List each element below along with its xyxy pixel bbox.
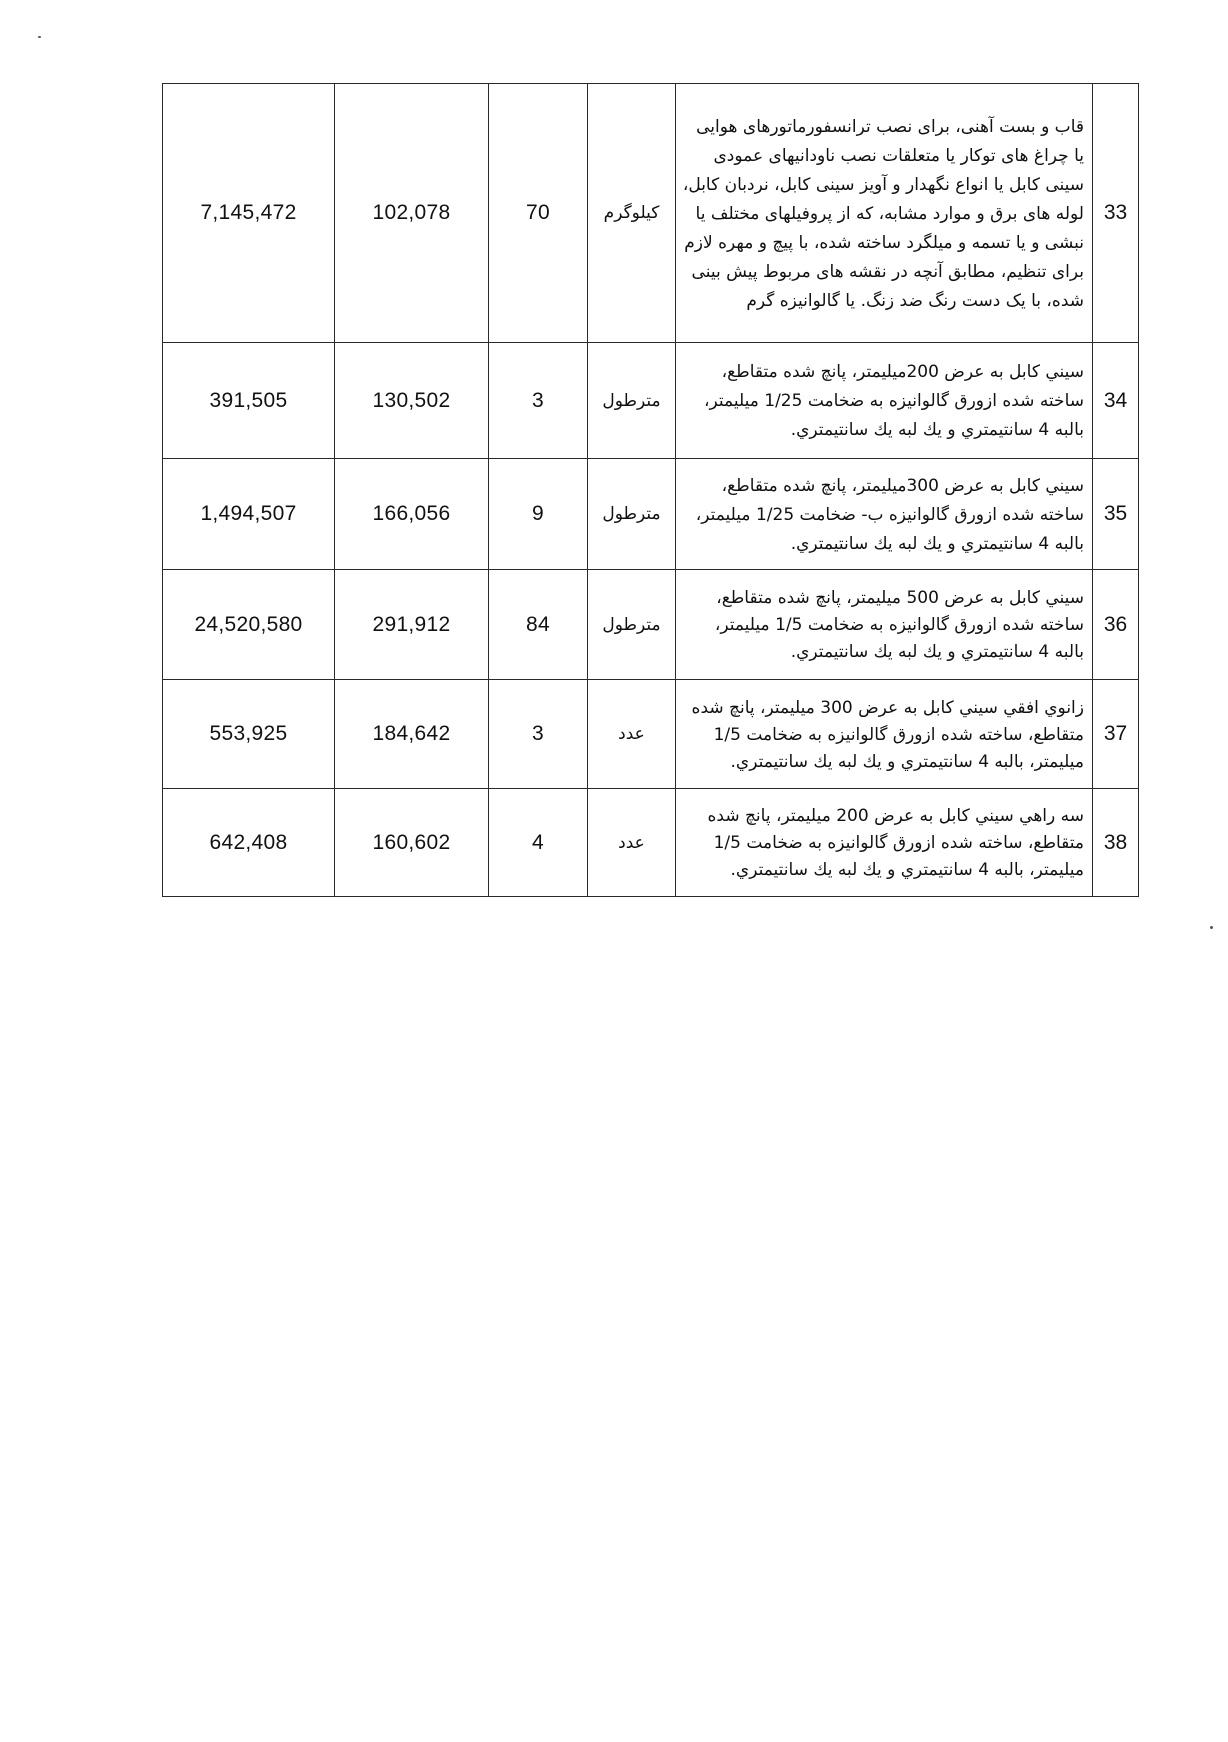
description-cell: سيني كابل به عرض 300ميليمتر، پانچ شده متقاطع، ساخته شده ازورق گالوانيزه ب- ضخامت 1/25 ميليمتر، بالبه 4 سانتيمتري و يك لبه يك سانتيمتري. — [676, 459, 1093, 570]
quantity-cell: 9 — [489, 459, 588, 570]
quantity-cell: 84 — [489, 570, 588, 680]
description-cell: سه راهي سيني كابل به عرض 200 ميليمتر، پانچ شده متقاطع، ساخته شده ازورق گالوانيزه به ضخامت 1/5 ميليمتر، بالبه 4 سانتيمتري و يك لبه يك سانتيمتري. — [676, 789, 1093, 897]
total-price-cell: 1,494,507 — [163, 459, 335, 570]
table-row — [163, 680, 1139, 789]
description-cell: زانوي افقي سيني كابل به عرض 300 ميليمتر، پانچ شده متقاطع، ساخته شده ازورق گالوانيزه به ضخامت 1/5 ميليمتر، بالبه 4 سانتيمتري و يك لبه يك سانتيمتري. — [676, 680, 1093, 789]
unit-price-cell: 291,912 — [335, 570, 489, 680]
unit-price-cell: 166,056 — [335, 459, 489, 570]
unit-price-cell: 130,502 — [335, 343, 489, 459]
scan-speck — [1210, 926, 1213, 929]
row-number-cell: 35 — [1093, 459, 1139, 570]
row-number-cell: 37 — [1093, 680, 1139, 789]
row-number-cell: 33 — [1093, 84, 1139, 343]
quantity-cell: 4 — [489, 789, 588, 897]
unit-cell: مترطول — [588, 459, 676, 570]
unit-cell: مترطول — [588, 570, 676, 680]
total-price-cell: 391,505 — [163, 343, 335, 459]
unit-price-cell: 160,602 — [335, 789, 489, 897]
unit-cell: کیلوگرم — [588, 84, 676, 343]
total-price-cell: 24,520,580 — [163, 570, 335, 680]
quantity-cell: 70 — [489, 84, 588, 343]
bill-of-quantities-table — [162, 83, 1139, 897]
table-row — [163, 789, 1139, 897]
unit-price-cell: 184,642 — [335, 680, 489, 789]
total-price-cell: 553,925 — [163, 680, 335, 789]
table-row — [163, 84, 1139, 343]
unit-price-cell: 102,078 — [335, 84, 489, 343]
quantity-cell: 3 — [489, 343, 588, 459]
table-row — [163, 570, 1139, 680]
unit-cell: عدد — [588, 789, 676, 897]
table-row — [163, 343, 1139, 459]
row-number-cell: 34 — [1093, 343, 1139, 459]
unit-cell: مترطول — [588, 343, 676, 459]
scan-speck — [38, 36, 41, 38]
total-price-cell: 7,145,472 — [163, 84, 335, 343]
row-number-cell: 38 — [1093, 789, 1139, 897]
description-cell: سيني كابل به عرض 200ميليمتر، پانچ شده متقاطع، ساخته شده ازورق گالوانيزه به ضخامت 1/25 ميليمتر، بالبه 4 سانتيمتري و يك لبه يك سانتيمتري. — [676, 343, 1093, 459]
description-cell: سيني كابل به عرض 500 ميليمتر، پانچ شده متقاطع، ساخته شده ازورق گالوانيزه به ضخامت 1/5 ميليمتر، بالبه 4 سانتيمتري و يك لبه يك سانتيمتري. — [676, 570, 1093, 680]
row-number-cell: 36 — [1093, 570, 1139, 680]
table-row — [163, 459, 1139, 570]
quantity-cell: 3 — [489, 680, 588, 789]
unit-cell: عدد — [588, 680, 676, 789]
total-price-cell: 642,408 — [163, 789, 335, 897]
description-cell: قاب و بست آهنی، برای نصب ترانسفورماتورهای هوایی یا چراغ های توکار یا متعلقات نصب ناودانیهای عمودی سینی کابل یا انواع نگهدار و آویز سینی کابل، نردبان کابل، لوله های برق و موارد مشابه، که از پروفیلهای مختلف یا نبشی و یا تسمه و میلگرد ساخته شده، با پیچ و مهره لازم برای تنظیم، مطابق آنچه در نقشه های مربوط پیش بینی شده، با یک دست رنگ ضد زنگ. یا گالوانیزه گرم — [676, 84, 1093, 343]
